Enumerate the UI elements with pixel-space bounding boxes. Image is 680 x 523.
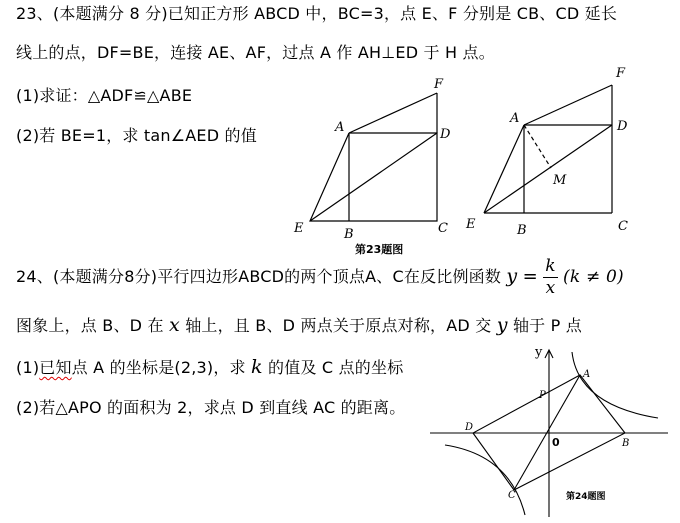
fig23-left-labels bbox=[293, 77, 451, 242]
fig23r-label-b: B bbox=[517, 223, 527, 238]
fig23-label-e: E bbox=[294, 221, 304, 236]
var-x: x bbox=[168, 314, 180, 336]
q24-part1-c: 点 A 的坐标是(2,3)，求 bbox=[71, 358, 246, 377]
q24-line2-a: 图象上，点 B、D 在 bbox=[16, 316, 164, 335]
fig24-label-b: B bbox=[622, 438, 630, 449]
fig23r-label-e: E bbox=[466, 217, 476, 232]
fn-y: y bbox=[506, 265, 518, 287]
fig23r-label-c: C bbox=[618, 219, 628, 234]
q24-line1-text: 24、(本题满分8分)平行四边形ABCD的两个顶点A、C在反比例函数 bbox=[16, 267, 502, 286]
fig24-label-c: C bbox=[508, 490, 516, 501]
fig23-label-a: A bbox=[335, 120, 345, 135]
fig24-hyperbola-q1 bbox=[572, 352, 658, 418]
fn-condition: (k ≠ 0) bbox=[563, 267, 624, 287]
q24-part1-known: 已知 bbox=[39, 358, 72, 377]
fig24-labels bbox=[464, 345, 629, 501]
q24-part1-d: 的值及 C 点的坐标 bbox=[268, 358, 404, 377]
q24-line2-c: 轴于 P 点 bbox=[512, 316, 582, 335]
fig23-right-af bbox=[524, 85, 612, 125]
q23-part1: (1)求证：△ADF≌△ABE bbox=[16, 86, 193, 105]
fn-eq: = bbox=[522, 266, 538, 287]
fig23-label-d: D bbox=[440, 127, 451, 142]
fig23-label-f: F bbox=[434, 77, 444, 92]
fig23-caption: 第23题图 bbox=[355, 243, 404, 256]
fig24-label-p: P bbox=[539, 390, 546, 401]
q24-line2-b: 轴上，且 B、D 两点关于原点对称，AD 交 bbox=[185, 316, 492, 335]
fig23-right-ed bbox=[484, 125, 612, 213]
q24-part1-a: (1) bbox=[16, 358, 40, 377]
fig24-label-a: A bbox=[583, 369, 591, 380]
fig24-label-origin: 0 bbox=[552, 436, 560, 449]
fn-numerator: k bbox=[545, 256, 556, 276]
fn-denominator: x bbox=[545, 278, 556, 298]
q23-line1: 23、(本题满分 8 分)已知正方形 ABCD 中，BC=3，点 E、F 分别是 CB、CD 延长 bbox=[16, 4, 618, 23]
fig23-left bbox=[310, 93, 437, 221]
fig23-right-am-dashed bbox=[524, 125, 551, 168]
q24-part2: (2)若△APO 的面积为 2，求点 D 到直线 AC 的距离。 bbox=[16, 398, 406, 417]
fig24-label-y: y bbox=[535, 345, 543, 360]
fig23-label-b: B bbox=[344, 227, 354, 242]
fig23r-label-d: D bbox=[617, 119, 628, 134]
fig23-right-labels bbox=[465, 66, 628, 238]
fig23r-label-m: M bbox=[553, 173, 567, 188]
q23-part2: (2)若 BE=1，求 tan∠AED 的值 bbox=[16, 126, 257, 145]
fig24-label-d: D bbox=[465, 422, 474, 433]
q23-line2: 线上的点，DF=BE，连接 AE、AF，过点 A 作 AH⊥ED 于 H 点。 bbox=[16, 43, 495, 62]
fig23-left-af bbox=[349, 93, 437, 133]
fig24-caption: 第24题图 bbox=[566, 492, 606, 502]
fig23-label-c: C bbox=[438, 221, 448, 236]
fig24 bbox=[430, 350, 668, 517]
fig24-hyperbola-q3 bbox=[445, 445, 525, 515]
fig23r-label-a: A bbox=[510, 111, 520, 126]
fig23-right bbox=[484, 85, 612, 213]
var-k: k bbox=[251, 356, 263, 378]
fig23r-label-f: F bbox=[616, 66, 626, 81]
var-y: y bbox=[496, 314, 508, 336]
